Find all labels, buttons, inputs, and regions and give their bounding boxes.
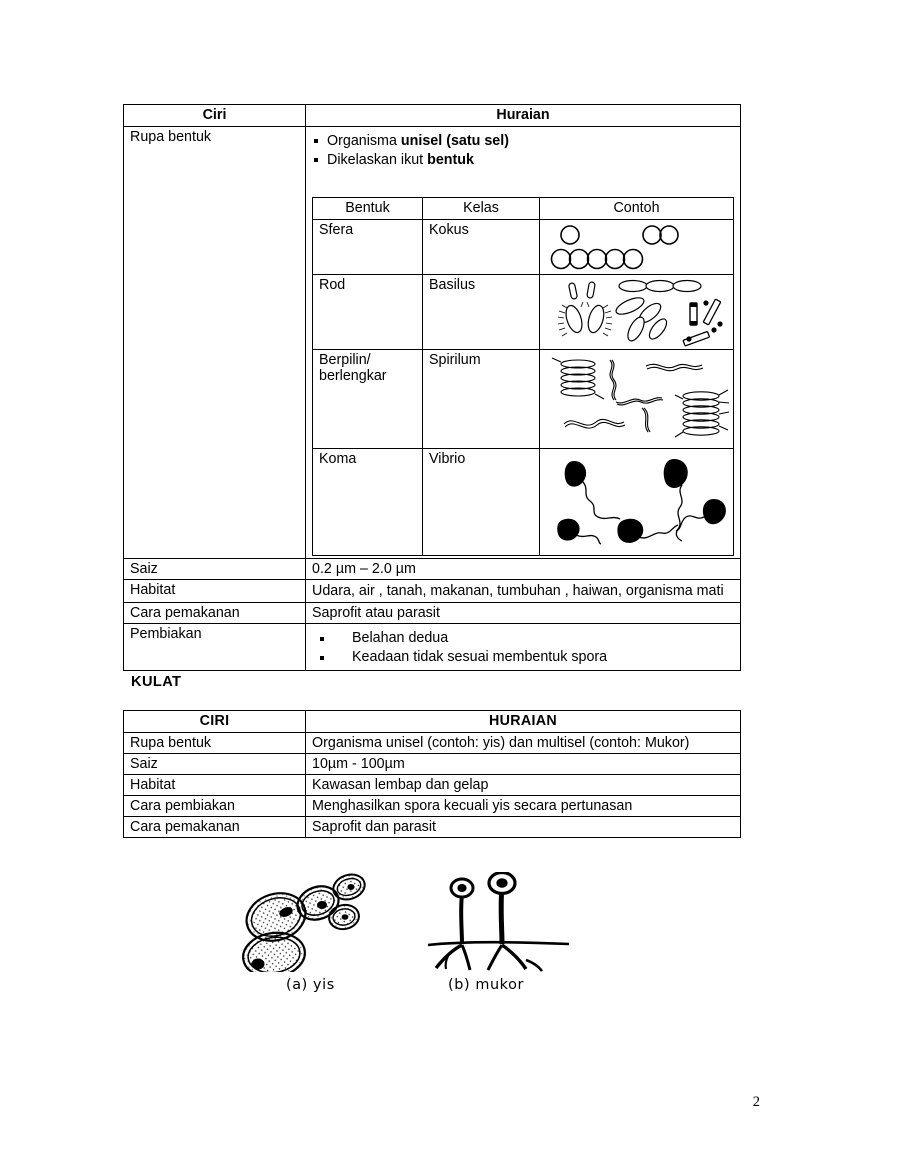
cell-bentuk-koma: Koma bbox=[313, 448, 423, 555]
table-header-row bbox=[124, 711, 741, 733]
bullet-list-rupa-bentuk bbox=[312, 132, 734, 171]
table-row-saiz bbox=[124, 754, 741, 775]
shape-row-berpilin bbox=[313, 349, 734, 448]
spirilla-icon bbox=[540, 349, 734, 448]
table-row-cara-pemakanan bbox=[124, 817, 741, 838]
yeast-icon bbox=[234, 872, 384, 977]
column-header-ciri: Ciri bbox=[124, 105, 306, 127]
cell-huraian-rupa-bentuk bbox=[306, 127, 741, 559]
cell-ciri-habitat: Habitat bbox=[124, 775, 306, 796]
cell-ciri-rupa-bentuk: Rupa bentuk bbox=[124, 127, 306, 559]
shape-classification-table bbox=[312, 197, 734, 556]
cell-huraian-saiz: 10µm - 100µm bbox=[306, 754, 741, 775]
figure-caption-mukor: (b) mukor bbox=[448, 977, 525, 993]
bacilli-icon bbox=[540, 274, 734, 349]
cell-huraian-saiz: 0.2 µm – 2.0 µm bbox=[306, 558, 741, 579]
fungi-table bbox=[123, 710, 741, 838]
figure-group bbox=[226, 872, 586, 1002]
column-header-huraian: HURAIAN bbox=[306, 711, 741, 733]
cell-ciri-saiz: Saiz bbox=[124, 754, 306, 775]
shape-row-koma bbox=[313, 448, 734, 555]
bullet-text-plain: Dikelaskan ikut bbox=[327, 152, 428, 169]
shape-table-header-row bbox=[313, 197, 734, 219]
cell-ciri-saiz: Saiz bbox=[124, 558, 306, 579]
cell-huraian-habitat: Kawasan lembap dan gelap bbox=[306, 775, 741, 796]
column-header-bentuk: Bentuk bbox=[313, 197, 423, 219]
mucor-icon bbox=[426, 872, 571, 977]
bullet-list-pembiakan bbox=[312, 629, 734, 668]
cell-ciri-cara-pemakanan: Cara pemakanan bbox=[124, 817, 306, 838]
cell-kelas-kokus: Kokus bbox=[423, 219, 540, 274]
table-row-pembiakan bbox=[124, 624, 741, 671]
column-header-huraian: Huraian bbox=[306, 105, 741, 127]
section-heading-kulat: KULAT bbox=[131, 674, 182, 690]
shape-table-wrapper bbox=[312, 197, 734, 556]
shape-row-rod bbox=[313, 274, 734, 349]
cell-huraian-cara-pembiakan: Menghasilkan spora kecuali yis secara pertunasan bbox=[306, 796, 741, 817]
cell-ciri-cara-pembiakan: Cara pembiakan bbox=[124, 796, 306, 817]
bullet-text-bold: unisel (satu sel) bbox=[400, 133, 509, 149]
cell-huraian-cara-pemakanan: Saprofit dan parasit bbox=[306, 817, 741, 838]
bacteria-table bbox=[123, 104, 741, 671]
column-header-ciri: CIRI bbox=[124, 711, 306, 733]
cell-bentuk-sfera: Sfera bbox=[313, 219, 423, 274]
table-row-cara-pemakanan bbox=[124, 603, 741, 624]
list-item: Keadaan tidak sesuai membentuk spora bbox=[312, 648, 734, 667]
table-row-habitat bbox=[124, 579, 741, 603]
cell-huraian-cara-pemakanan: Saprofit atau parasit bbox=[306, 603, 741, 624]
cell-ciri-rupa-bentuk: Rupa bentuk bbox=[124, 733, 306, 754]
cell-bentuk-rod: Rod bbox=[313, 274, 423, 349]
cell-kelas-basilus: Basilus bbox=[423, 274, 540, 349]
cell-huraian-habitat: Udara, air , tanah, makanan, tumbuhan , haiwan, organisma mati bbox=[306, 579, 741, 603]
cell-ciri-cara-pemakanan: Cara pemakanan bbox=[124, 603, 306, 624]
cocci-icon bbox=[540, 219, 734, 274]
cell-ciri-pembiakan: Pembiakan bbox=[124, 624, 306, 671]
table-row-rupa-bentuk bbox=[124, 733, 741, 754]
column-header-kelas: Kelas bbox=[423, 197, 540, 219]
page-number: 2 bbox=[752, 1094, 760, 1110]
table-row-habitat bbox=[124, 775, 741, 796]
cell-huraian-pembiakan bbox=[306, 624, 741, 671]
table-row-cara-pembiakan bbox=[124, 796, 741, 817]
bullet-text-bold: bentuk bbox=[427, 152, 474, 169]
cell-kelas-spirilum: Spirilum bbox=[423, 349, 540, 448]
vibrio-icon bbox=[540, 448, 734, 555]
table-row-saiz bbox=[124, 558, 741, 579]
list-item: Belahan dedua bbox=[312, 629, 734, 648]
figure-caption-yis: (a) yis bbox=[286, 977, 335, 993]
cell-huraian-rupa-bentuk: Organisma unisel (contoh: yis) dan multisel (contoh: Mukor) bbox=[306, 733, 741, 754]
cell-bentuk-berpilin: Berpilin/ berlengkar bbox=[313, 349, 423, 448]
bullet-text-plain: Organisma bbox=[327, 133, 401, 149]
shape-row-sfera bbox=[313, 219, 734, 274]
table-row-rupa-bentuk bbox=[124, 127, 741, 559]
list-item bbox=[312, 151, 734, 170]
cell-kelas-vibrio: Vibrio bbox=[423, 448, 540, 555]
cell-ciri-habitat: Habitat bbox=[124, 579, 306, 603]
list-item bbox=[312, 132, 734, 151]
column-header-contoh: Contoh bbox=[540, 197, 734, 219]
table-header-row bbox=[124, 105, 741, 127]
